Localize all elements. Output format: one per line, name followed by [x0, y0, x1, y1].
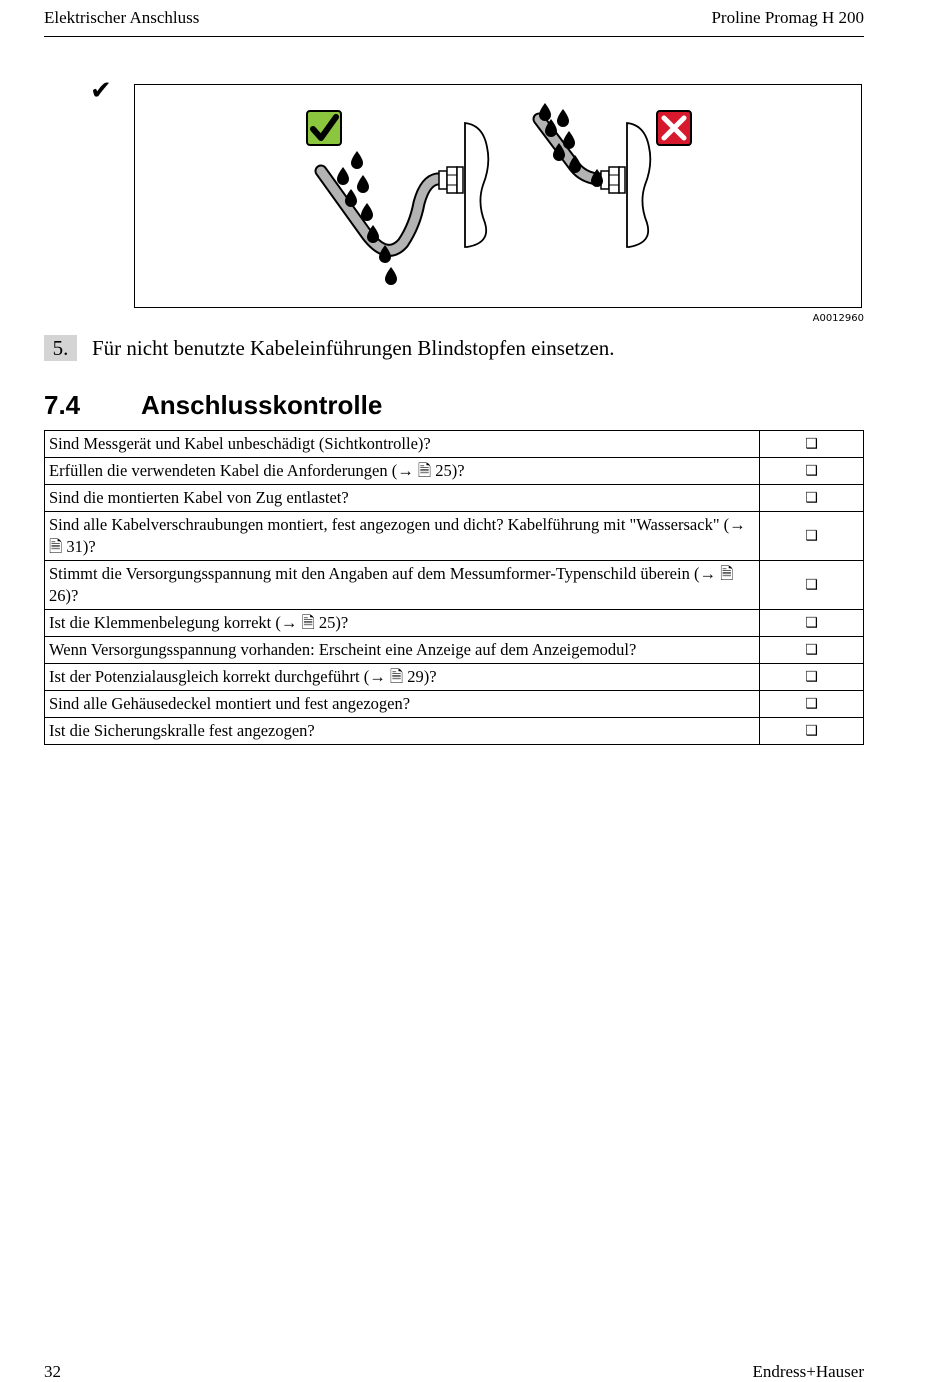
checkbox[interactable]: ❑	[760, 664, 864, 691]
checklist-question: Sind alle Gehäusedeckel montiert und fest angezogen?	[45, 691, 760, 718]
table-row	[45, 512, 864, 561]
step-text: Für nicht benutzte Kabeleinführungen Blindstopfen einsetzen.	[92, 336, 615, 360]
checkbox[interactable]: ❑	[760, 691, 864, 718]
section-title: Anschlusskontrolle	[141, 390, 383, 420]
checkbox[interactable]: ❑	[760, 512, 864, 561]
section-number: 7.4	[44, 390, 81, 420]
checklist-question: Sind Messgerät und Kabel unbeschädigt (Sichtkontrolle)?	[45, 431, 760, 458]
step-number: 5.	[44, 335, 77, 361]
table-row	[45, 561, 864, 610]
checklist-question: Stimmt die Versorgungsspannung mit den Angaben auf dem Messumformer-Typenschild überein (→ 🗎 26)?	[45, 561, 760, 610]
checklist-question: Ist der Potenzialausgleich korrekt durchgeführt (→ 🗎 29)?	[45, 664, 760, 691]
header-product-name: Proline Promag H 200	[711, 8, 864, 27]
checkbox[interactable]: ❑	[760, 610, 864, 637]
header-section-title: Elektrischer Anschluss	[44, 8, 200, 27]
ok-illustration	[307, 111, 488, 285]
checkbox[interactable]: ❑	[760, 485, 864, 512]
table-row	[45, 458, 864, 485]
table-row	[45, 485, 864, 512]
not-ok-illustration	[539, 103, 691, 247]
check-box-icon	[307, 111, 341, 145]
connection-checklist	[44, 430, 864, 745]
checkbox[interactable]: ❑	[760, 561, 864, 610]
table-row	[45, 664, 864, 691]
table-row	[45, 691, 864, 718]
checkbox[interactable]: ❑	[760, 637, 864, 664]
checklist-question: Erfüllen die verwendeten Kabel die Anforderungen (→ 🗎 25)?	[45, 458, 760, 485]
checklist-question: Sind alle Kabelverschraubungen montiert, fest angezogen und dicht? Kabelführung mit "Wassersack" (→ 🗎 31)?	[45, 512, 760, 561]
page-header	[44, 6, 864, 37]
checkbox[interactable]: ❑	[760, 431, 864, 458]
result-checkmark: ✔	[90, 76, 112, 106]
cable-drip-loop-figure	[134, 84, 862, 308]
checklist-question: Sind die montierten Kabel von Zug entlastet?	[45, 485, 760, 512]
checklist-question: Ist die Klemmenbelegung korrekt (→ 🗎 25)?	[45, 610, 760, 637]
table-row	[45, 431, 864, 458]
checklist-question: Wenn Versorgungsspannung vorhanden: Erscheint eine Anzeige auf dem Anzeigemodul?	[45, 637, 760, 664]
brand-name: Endress+Hauser	[752, 1362, 864, 1381]
table-row	[45, 718, 864, 745]
checklist-question: Ist die Sicherungskralle fest angezogen?	[45, 718, 760, 745]
figure-id: A0012960	[812, 313, 864, 324]
checkbox[interactable]: ❑	[760, 458, 864, 485]
cable-illustration	[135, 85, 863, 309]
table-row	[45, 610, 864, 637]
cross-box-icon	[657, 111, 691, 145]
page-number: 32	[44, 1362, 61, 1381]
table-row	[45, 637, 864, 664]
checkbox[interactable]: ❑	[760, 718, 864, 745]
